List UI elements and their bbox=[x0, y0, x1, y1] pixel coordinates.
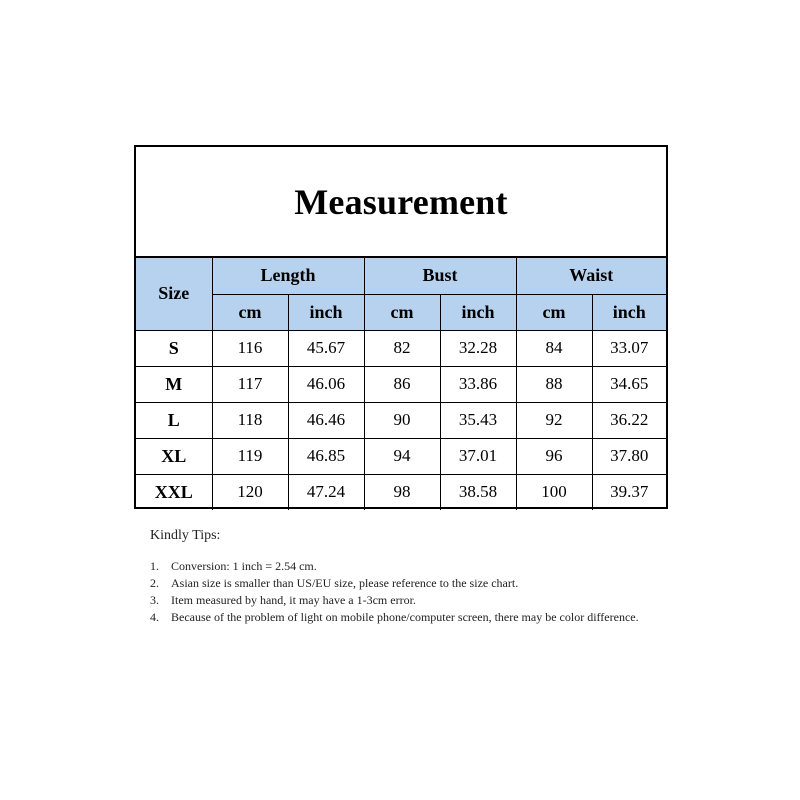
table-cell: 86 bbox=[364, 366, 440, 402]
tip-item bbox=[150, 575, 670, 592]
measurement-table bbox=[136, 258, 666, 510]
table-cell: 96 bbox=[516, 438, 592, 474]
group-header-length: Length bbox=[212, 258, 364, 294]
table-cell: 118 bbox=[212, 402, 288, 438]
table-cell: 46.85 bbox=[288, 438, 364, 474]
tip-text: Asian size is smaller than US/EU size, please reference to the size chart. bbox=[171, 576, 519, 590]
group-header-waist: Waist bbox=[516, 258, 666, 294]
size-cell: M bbox=[136, 366, 212, 402]
table-row bbox=[136, 366, 666, 402]
table-cell: 32.28 bbox=[440, 330, 516, 366]
size-cell: XL bbox=[136, 438, 212, 474]
unit-header: inch bbox=[288, 294, 364, 330]
unit-header: cm bbox=[516, 294, 592, 330]
table-cell: 84 bbox=[516, 330, 592, 366]
unit-header-row bbox=[136, 294, 666, 330]
table-cell: 33.86 bbox=[440, 366, 516, 402]
table-cell: 92 bbox=[516, 402, 592, 438]
table-cell: 38.58 bbox=[440, 474, 516, 510]
tip-number: 4. bbox=[150, 610, 159, 624]
tip-item bbox=[150, 609, 670, 626]
table-cell: 119 bbox=[212, 438, 288, 474]
table-cell: 36.22 bbox=[592, 402, 666, 438]
table-cell: 82 bbox=[364, 330, 440, 366]
table-cell: 34.65 bbox=[592, 366, 666, 402]
table-row bbox=[136, 402, 666, 438]
unit-header: inch bbox=[440, 294, 516, 330]
size-header: Size bbox=[136, 258, 212, 330]
table-cell: 35.43 bbox=[440, 402, 516, 438]
group-header-bust: Bust bbox=[364, 258, 516, 294]
tip-number: 2. bbox=[150, 576, 159, 590]
tips-title: Kindly Tips: bbox=[150, 528, 221, 543]
tip-text: Item measured by hand, it may have a 1-3cm error. bbox=[171, 593, 416, 607]
table-cell: 117 bbox=[212, 366, 288, 402]
tip-text: Because of the problem of light on mobile phone/computer screen, there may be color difference. bbox=[171, 610, 639, 624]
unit-header: inch bbox=[592, 294, 666, 330]
size-cell: L bbox=[136, 402, 212, 438]
tip-number: 3. bbox=[150, 593, 159, 607]
table-cell: 88 bbox=[516, 366, 592, 402]
table-cell: 100 bbox=[516, 474, 592, 510]
unit-header: cm bbox=[364, 294, 440, 330]
table-cell: 37.01 bbox=[440, 438, 516, 474]
kindly-tips bbox=[150, 528, 670, 626]
table-row bbox=[136, 438, 666, 474]
table-cell: 46.06 bbox=[288, 366, 364, 402]
table-row bbox=[136, 474, 666, 510]
chart-title: Measurement bbox=[136, 147, 666, 258]
tips-list bbox=[150, 558, 670, 626]
table-cell: 47.24 bbox=[288, 474, 364, 510]
table-row bbox=[136, 330, 666, 366]
tip-number: 1. bbox=[150, 559, 159, 573]
group-header-row bbox=[136, 258, 666, 294]
table-cell: 94 bbox=[364, 438, 440, 474]
table-cell: 90 bbox=[364, 402, 440, 438]
size-chart bbox=[134, 145, 668, 509]
table-cell: 46.46 bbox=[288, 402, 364, 438]
tip-item bbox=[150, 558, 670, 575]
size-cell: S bbox=[136, 330, 212, 366]
unit-header: cm bbox=[212, 294, 288, 330]
table-cell: 33.07 bbox=[592, 330, 666, 366]
tip-item bbox=[150, 592, 670, 609]
table-cell: 45.67 bbox=[288, 330, 364, 366]
size-cell: XXL bbox=[136, 474, 212, 510]
tip-text: Conversion: 1 inch = 2.54 cm. bbox=[171, 559, 317, 573]
table-cell: 37.80 bbox=[592, 438, 666, 474]
table-cell: 116 bbox=[212, 330, 288, 366]
table-cell: 98 bbox=[364, 474, 440, 510]
table-cell: 120 bbox=[212, 474, 288, 510]
table-cell: 39.37 bbox=[592, 474, 666, 510]
